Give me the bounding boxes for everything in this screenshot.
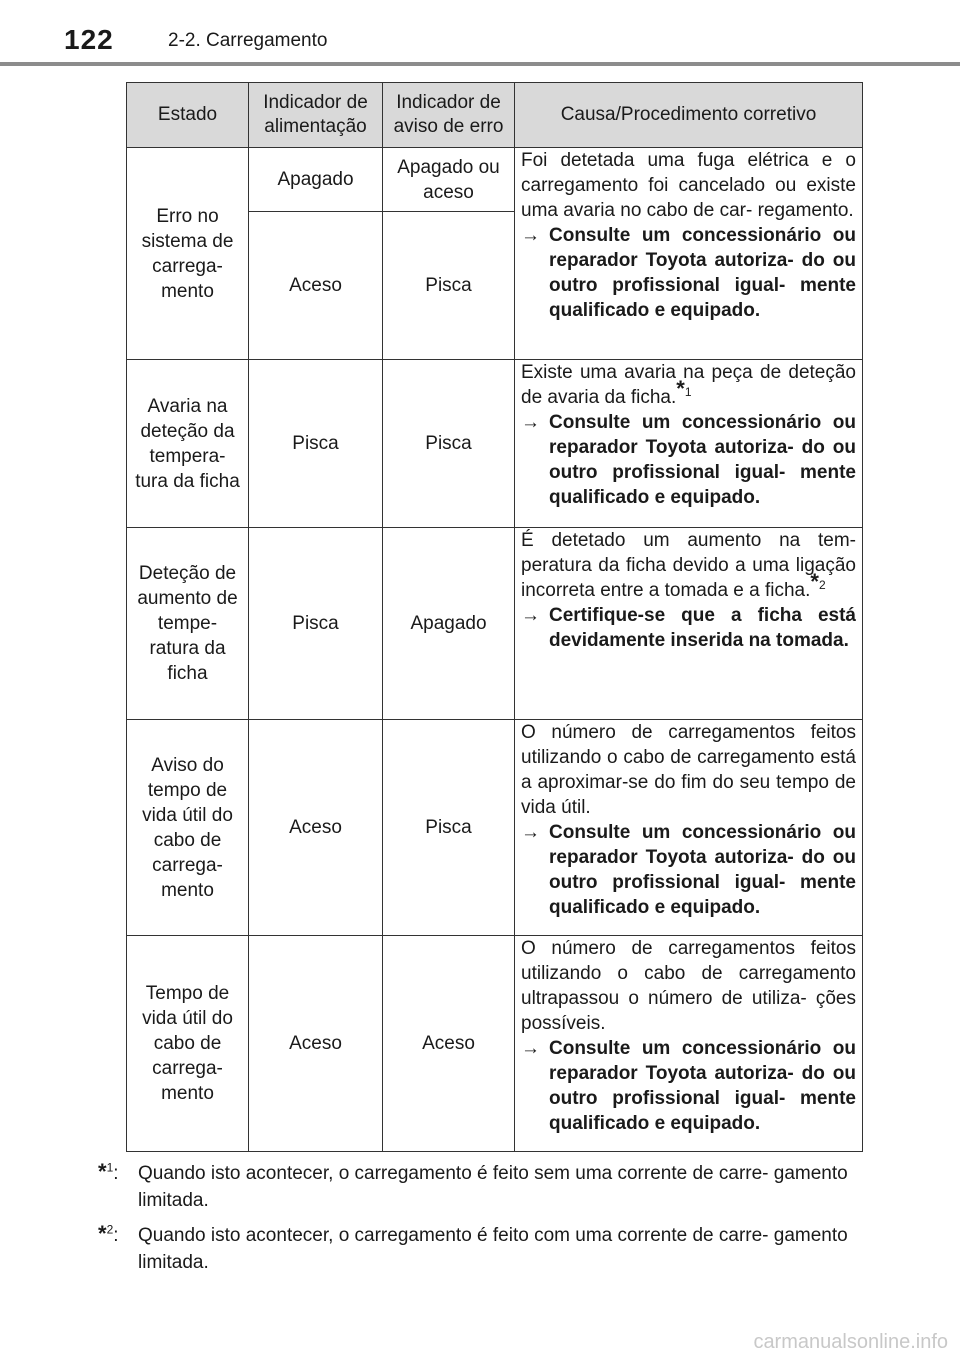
cause-cell <box>515 148 863 360</box>
column-header-power-indicator: Indicador de alimentação <box>249 83 383 148</box>
arrow-right-icon: → <box>521 822 540 843</box>
arrow-right-icon: → <box>521 605 540 626</box>
footnote-ref: 1 <box>684 384 692 399</box>
cause-text: O número de carregamentos feitos utilizando o cabo de carregamento está a aproximar-se do fim do seu tempo de vida útil. <box>521 722 856 818</box>
corrective-action <box>521 603 856 653</box>
page-header <box>0 0 960 68</box>
action-text: Consulte um concessionário ou reparador Toyota autoriza- do ou outro profissional igual- mente qualificado e equipado. <box>549 822 856 918</box>
corrective-action <box>521 410 856 510</box>
footnote-ref: 2 <box>818 577 826 592</box>
state-cell: Erro no sistema de carrega- mento <box>127 148 249 360</box>
arrow-right-icon: → <box>521 412 540 433</box>
watermark: carmanualsonline.info <box>753 1331 948 1353</box>
cause-text: É detetado um aumento na tem- peratura da ficha devido a uma ligação incorreta entre a tomada e a ficha. <box>521 530 856 601</box>
arrow-right-icon: → <box>521 1038 540 1059</box>
cause-cell <box>515 360 863 528</box>
state-cell: Deteção de aumento de tempe- ratura da ficha <box>127 528 249 720</box>
warning-indicator-cell: Apagado <box>383 528 515 720</box>
cause-cell <box>515 936 863 1152</box>
footnote-asterisk: * <box>810 568 819 594</box>
status-table <box>126 82 863 1152</box>
table-row <box>127 148 863 212</box>
footnotes <box>98 1160 860 1284</box>
table-header-row <box>127 83 863 148</box>
table-row <box>127 720 863 936</box>
footnote: *$^2$: Quando isto acontecer, o carregamento é feito com uma corrente de carre- gamento limitada. <box>98 1222 860 1276</box>
footnote-text: Quando isto acontecer, o carregamento é feito sem uma corrente de carre- gamento limitada. <box>138 1163 848 1211</box>
cause-cell <box>515 720 863 936</box>
footnote-number: 1 <box>106 1160 114 1175</box>
column-header-cause: Causa/Procedimento corretivo <box>515 83 863 148</box>
power-indicator-cell: Aceso <box>249 936 383 1152</box>
warning-indicator-cell: Pisca <box>383 212 515 360</box>
power-indicator-cell: Apagado <box>249 148 383 212</box>
arrow-right-icon: → <box>521 225 540 246</box>
corrective-action <box>521 223 856 323</box>
state-cell: Aviso do tempo de vida útil do cabo de carrega- mento <box>127 720 249 936</box>
warning-indicator-cell: Apagado ou aceso <box>383 148 515 212</box>
footnote: *$^1$: Quando isto acontecer, o carregamento é feito sem uma corrente de carre- gamento limitada. <box>98 1160 860 1214</box>
action-text: Consulte um concessionário ou reparador Toyota autoriza- do ou outro profissional igual- mente qualificado e equipado. <box>549 225 856 321</box>
cause-text: O número de carregamentos feitos utilizando o cabo de carregamento ultrapassou o número de utiliza- ções possíveis. <box>521 938 856 1034</box>
footnote-text: Quando isto acontecer, o carregamento é feito com uma corrente de carre- gamento limitada. <box>138 1225 848 1273</box>
action-text: Certifique-se que a ficha está devidamente inserida na tomada. <box>549 605 856 651</box>
action-text: Consulte um concessionário ou reparador Toyota autoriza- do ou outro profissional igual- mente qualificado e equipado. <box>549 1038 856 1134</box>
column-header-state: Estado <box>127 83 249 148</box>
page-number: 122 <box>64 24 114 55</box>
warning-indicator-cell: Pisca <box>383 360 515 528</box>
power-indicator-cell: Pisca <box>249 528 383 720</box>
corrective-action <box>521 1036 856 1136</box>
warning-indicator-cell: Aceso <box>383 936 515 1152</box>
cause-cell <box>515 528 863 720</box>
header-divider <box>0 62 960 66</box>
column-header-warning-indicator: Indicador de aviso de erro <box>383 83 515 148</box>
footnote-asterisk: * <box>98 1221 107 1246</box>
table-row <box>127 528 863 720</box>
power-indicator-cell: Aceso <box>249 720 383 936</box>
warning-indicator-cell: Pisca <box>383 720 515 936</box>
footnote-asterisk: * <box>98 1159 107 1184</box>
corrective-action <box>521 820 856 920</box>
section-title: 2-2. Carregamento <box>168 30 328 51</box>
action-text: Consulte um concessionário ou reparador Toyota autoriza- do ou outro profissional igual- mente qualificado e equipado. <box>549 412 856 508</box>
footnote-number: 2 <box>106 1222 114 1237</box>
table-row <box>127 936 863 1152</box>
power-indicator-cell: Aceso <box>249 212 383 360</box>
power-indicator-cell: Pisca <box>249 360 383 528</box>
state-cell: Tempo de vida útil do cabo de carrega- mento <box>127 936 249 1152</box>
footnote-asterisk: * <box>676 375 685 401</box>
state-cell: Avaria na deteção da tempera- tura da ficha <box>127 360 249 528</box>
table-row <box>127 360 863 528</box>
cause-text: Existe uma avaria na peça de deteção de avaria da ficha. <box>521 362 856 408</box>
cause-text: Foi detetada uma fuga elétrica e o carregamento foi cancelado ou existe uma avaria no cabo de car- regamento. <box>521 150 856 221</box>
